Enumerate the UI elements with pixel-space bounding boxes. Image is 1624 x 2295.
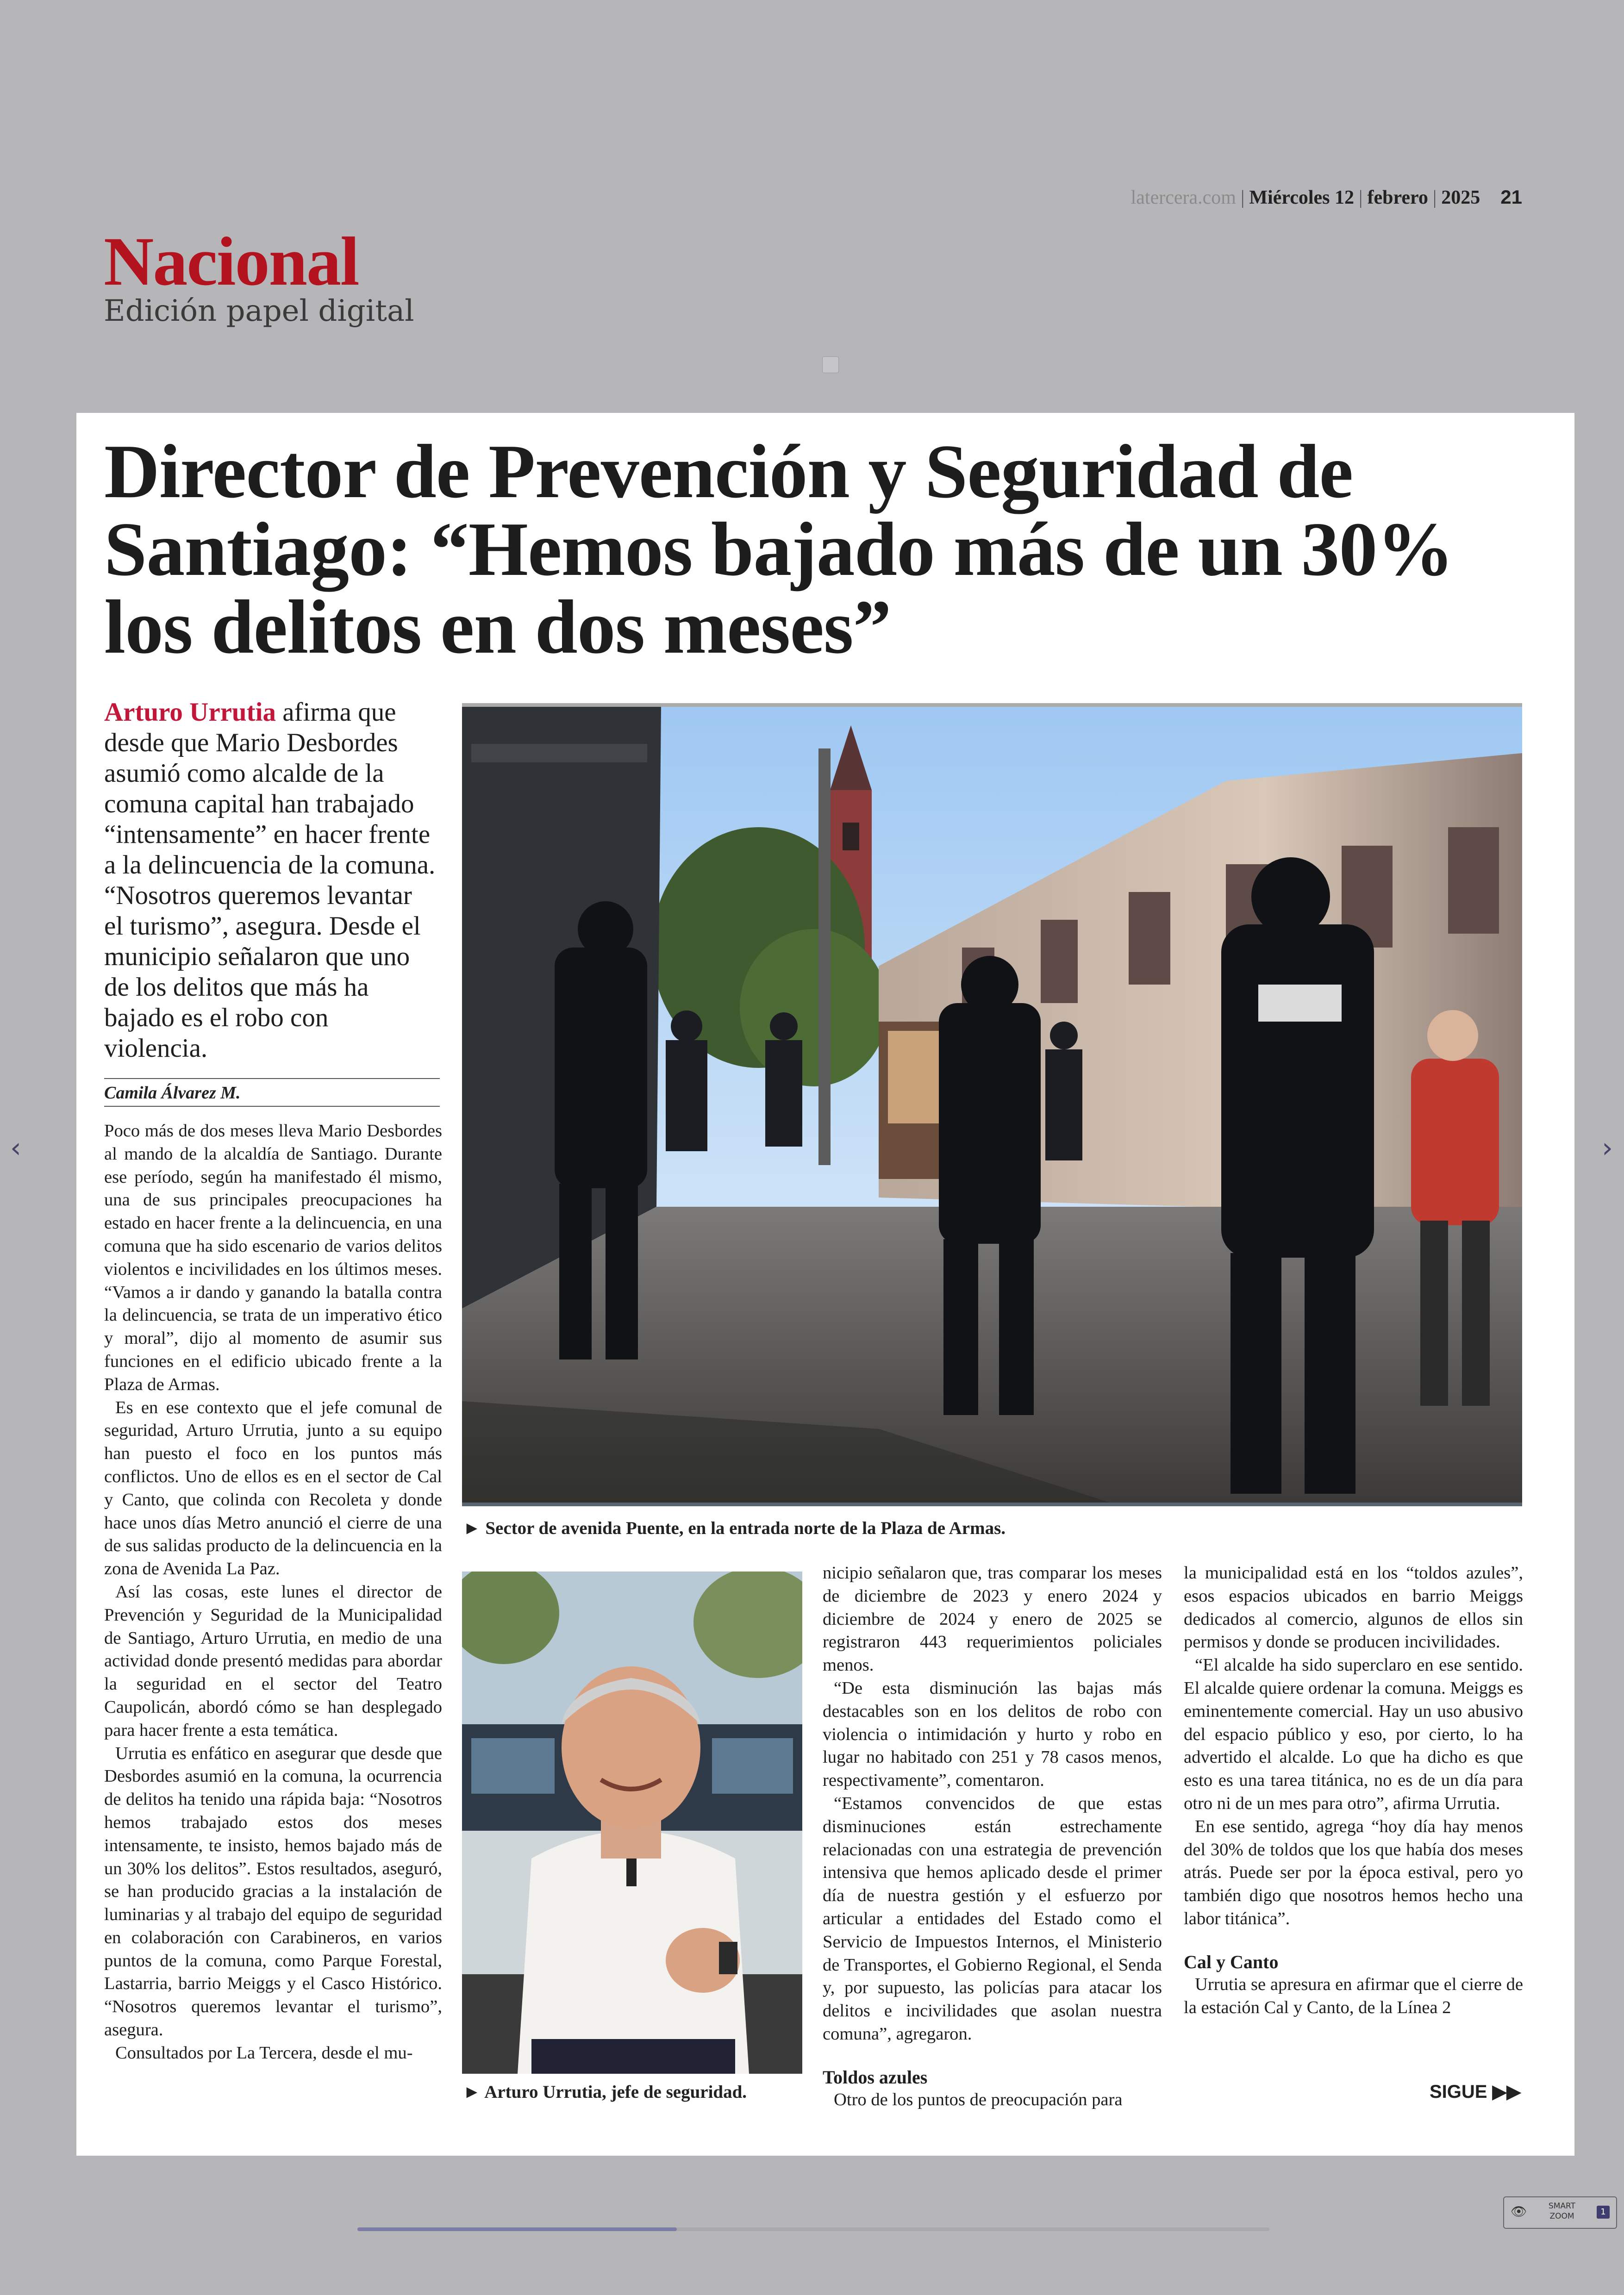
newspaper-page (76, 413, 1574, 2156)
lead-name: Arturo Urrutia (104, 698, 276, 727)
issue-weekday-day: Miércoles 12 (1249, 187, 1355, 208)
portrait-photo[interactable] (462, 1572, 802, 2074)
paragraph: la municipalidad está en los “toldos azules”, esos espacios ubicados en barrio Meiggs dedicados al comercio, algunos de ellos sin permisos y donde se producen incivilidades. (1184, 1563, 1523, 1652)
site-url: latercera.com (1131, 187, 1236, 208)
paragraph: Poco más de dos meses lleva Mario Desbordes al mando de la alcaldía de Santiago. Durante ese período, según ha manifestado él mismo, una de sus principales preocupaciones ha estado en hacer frente a la delincuencia, en una comuna que ha sido escenario de varios delitos violentos e incivilidades en los últimos meses. “Vamos a ir dando y ganando la batalla contra la delincuencia, se trata de un imperativo ético y moral”, dijo al momento de asumir sus funciones en el edificio ubicado frente a la Plaza de Armas. (104, 1121, 442, 1394)
byline-box (104, 1078, 440, 1107)
reading-progress-fill (357, 2227, 677, 2231)
main-photo-caption: ► Sector de avenida Puente, en la entrada norte de la Plaza de Armas. (463, 1518, 1006, 1538)
subheading-toldos: Toldos azules (823, 2066, 928, 2088)
paragraph: Consultados por La Tercera, desde el mu- (115, 2043, 413, 2063)
smart-zoom-button[interactable] (1503, 2196, 1617, 2229)
article-column-1 (104, 1120, 442, 2065)
subheading-cal-y-canto: Cal y Canto (1184, 1951, 1279, 1972)
lead-paragraph (104, 697, 437, 1064)
edition-subtitle: Edición papel digital (104, 294, 414, 328)
smart-zoom-badge: 1 (1597, 2206, 1610, 2219)
page-number: 21 (1500, 186, 1522, 208)
page-anchor-icon[interactable] (822, 356, 839, 373)
main-photo[interactable] (462, 703, 1522, 1506)
section-title: Nacional (104, 223, 359, 300)
lead-text: afirma que desde que Mario Desbordes asumió como alcalde de la comuna capital han trabajado “intensamente” en hacer frente a la delincuencia de la comuna. “Nosotros queremos levantar el turismo”, asegura. Desde el municipio señalaron que uno de los delitos que más ha bajado es el robo con violencia. (104, 698, 436, 1063)
portrait-caption: ► Arturo Urrutia, jefe de seguridad. (463, 2082, 747, 2102)
headline: Director de Prevención y Seguridad de Santiago: “Hemos bajado más de un 30% los delitos en dos meses” (104, 429, 1454, 669)
next-page-icon[interactable]: › (1602, 1132, 1613, 1164)
issue-month: febrero (1367, 187, 1428, 208)
paragraph: “Estamos convencidos de que estas disminuciones están estrechamente relacionadas con una estrategia de prevención intensiva que hemos aplicado desde el primer día de nuestra gestión y el esfuerzo por articular a entidades del Estado como el Servicio de Impuestos Internos, el Ministerio de Transportes, el Gobierno Regional, el Senda y, por supuesto, las policías para atacar los delitos e incivilidades que asolan nuestra comuna”, agregaron. (823, 1793, 1162, 2044)
eye-icon: 👁 (1511, 2204, 1527, 2219)
paragraph: Así las cosas, este lunes el director de Prevención y Seguridad de la Municipalidad de Santiago, Arturo Urrutia, en medio de una actividad donde presentó medidas para abordar la seguridad en el sector del Teatro Caupolicán, abordó cómo se han desplegado para hacer frente a esta temática. (104, 1582, 442, 1740)
issue-year: 2025 (1441, 187, 1480, 208)
portrait-illustration (462, 1572, 802, 2074)
smart-zoom-label: SMART ZOOM (1548, 2201, 1576, 2221)
paragraph: Otro de los puntos de preocupación para (834, 2089, 1123, 2109)
paragraph: Urrutia se apresura en afirmar que el cierre de la estación Cal y Canto, de la Línea 2 (1184, 1974, 1524, 2017)
paragraph: En ese sentido, agrega “hoy día hay menos del 30% de toldos que los que había dos meses atrás. Puede ser por la época estival, pero yo también digo que nosotros hemos hecho una labor titánica”. (1184, 1816, 1523, 1928)
article-column-3 (1184, 1562, 1523, 2019)
paragraph: “De esta disminución las bajas más destacables son en los delitos de robo con violencia o intimidación y hurto y robo en lugar no habitado con 251 y 78 casos menos, respectivamente”, comentaron. (823, 1678, 1162, 1790)
byline: Camila Álvarez M. (104, 1083, 241, 1103)
street-scene-illustration (462, 707, 1522, 1503)
reading-progress-bar[interactable] (357, 2227, 1269, 2231)
paragraph: Es en ese contexto que el jefe comunal de seguridad, Arturo Urrutia, junto a su equipo han puesto el foco en los puntos más conflictos. Uno de ellos es en el sector de Cal y Canto, que colinda con Recoleta y donde hace unos días Metro anunció el cierre de una de sus salidas producto de la delincuencia en la zona de Avenida La Paz. (104, 1397, 442, 1579)
paragraph: Urrutia es enfático en asegurar que desde que Desbordes asumió en la comuna, la ocurrencia de delitos ha tenido una rápida baja: “Nosotros hemos trabajado estos dos meses intensamente, te insisto, hemos bajado más de un 30% los delitos”. Estos resultados, aseguró, se han producido gracias a la instalación de luminarias y al trabajo del equipo de seguridad en colaboración con Carabineros, en varios puntos de la comuna, como Parque Forestal, Lastarria, barrio Meiggs y el Casco Histórico. “Nosotros queremos levantar el turismo”, asegura. (104, 1743, 442, 2040)
paragraph: “El alcalde ha sido superclaro en ese sentido. El alcalde quiere ordenar la comuna. Meiggs es eminentemente comercial. Hay un uso abusivo del espacio público y eso, por cierto, lo ha advertido el alcalde. Lo que ha dicho es que esto es una tarea titánica, no es de un día para otro ni de un mes para otro”, afirma Urrutia. (1184, 1655, 1523, 1813)
continue-marker: SIGUE ▶▶ (1430, 2082, 1521, 2102)
prev-page-icon[interactable]: ‹ (10, 1132, 21, 1164)
issue-date-line: latercera.com | Miércoles 12 | febrero | 2025 21 (1131, 186, 1522, 208)
paragraph: nicipio señalaron que, tras comparar los meses de diciembre de 2023 y enero 2024 y diciembre de 2024 y enero de 2025 se registraron 443 requerimientos policiales menos. (823, 1563, 1162, 1675)
article-column-2 (823, 1562, 1162, 2112)
